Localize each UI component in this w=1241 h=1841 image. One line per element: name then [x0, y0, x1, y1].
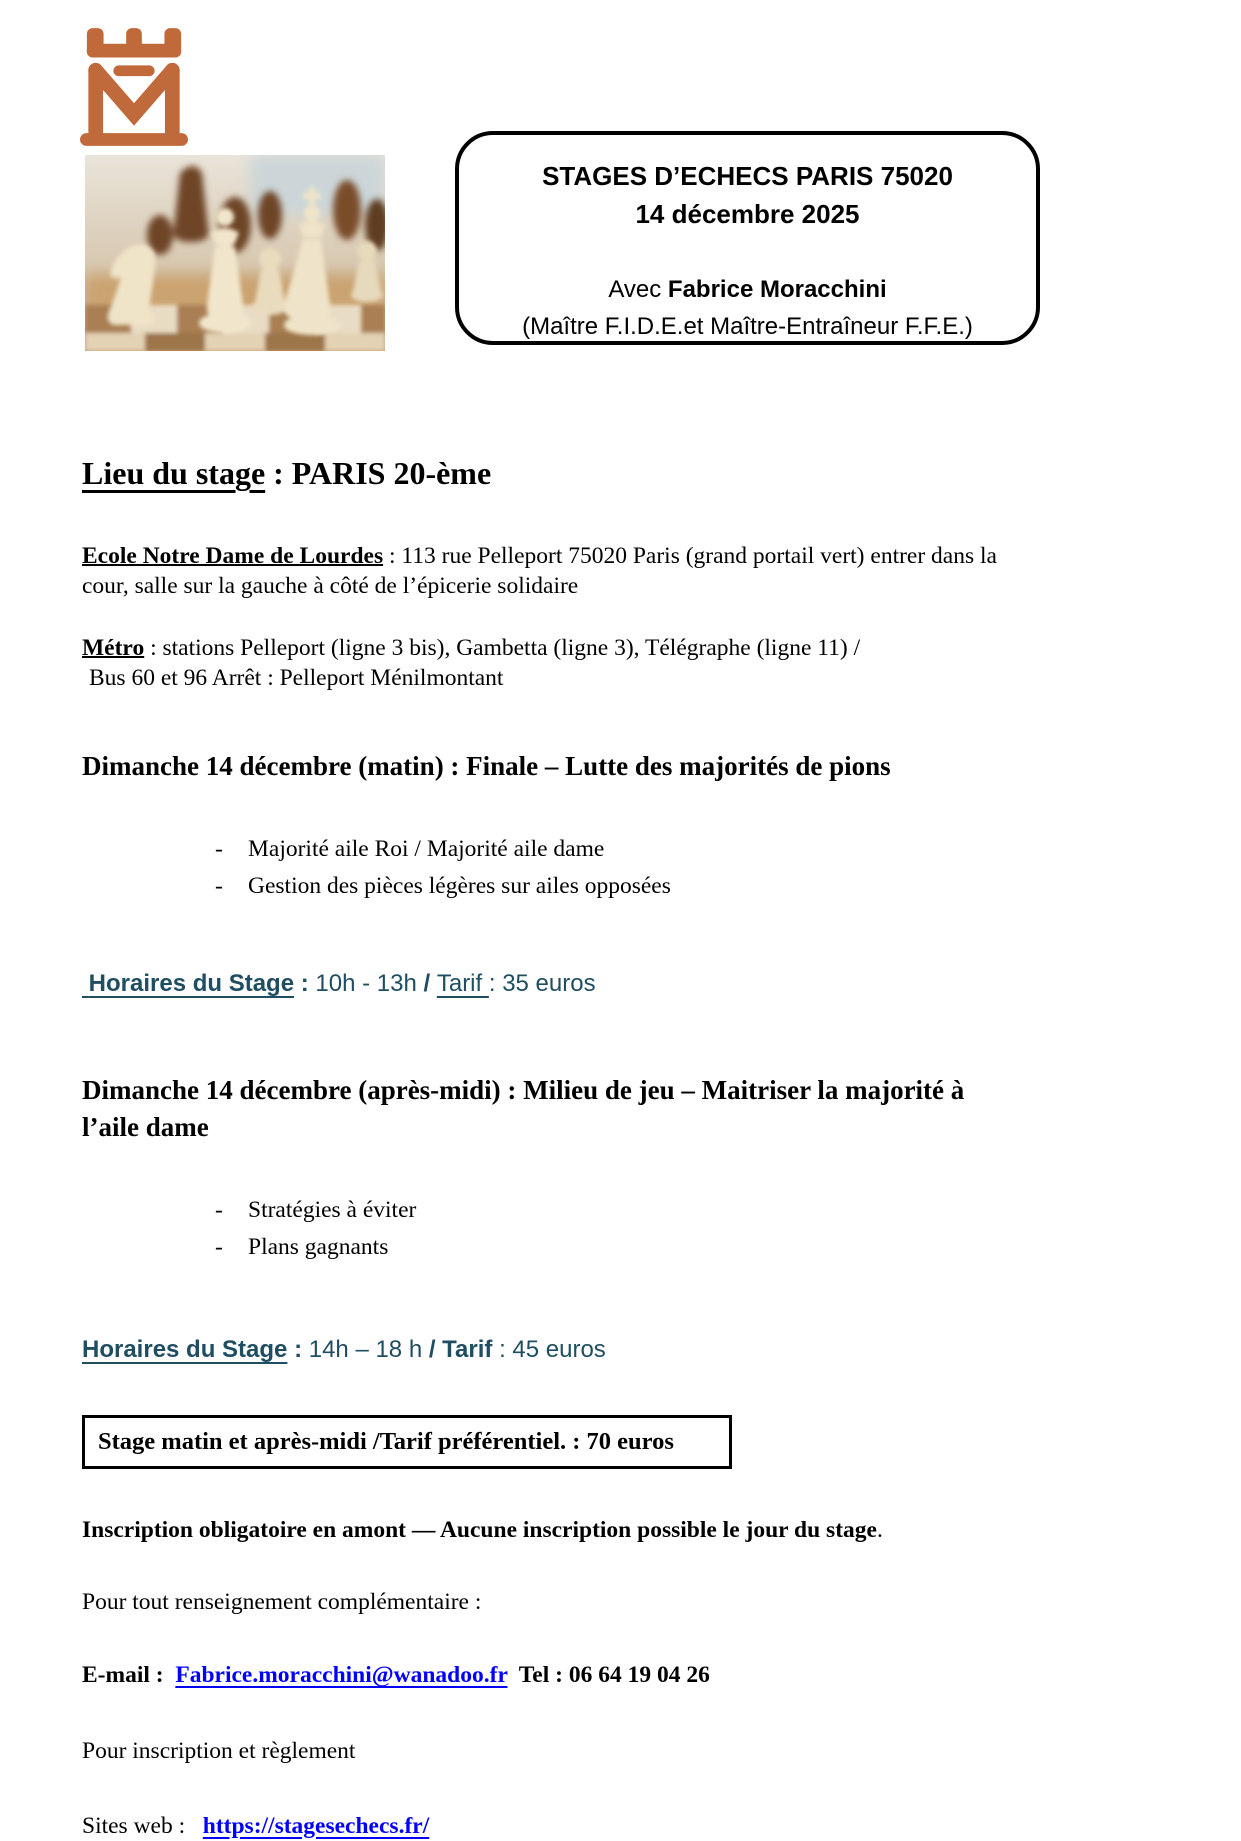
- afternoon-bullets: [82, 1192, 1181, 1266]
- bullet-text: Stratégies à éviter: [248, 1197, 416, 1223]
- preferential-price-box: Stage matin et après-midi /Tarif préférentiel. : 70 euros: [82, 1415, 732, 1469]
- school-paragraph: [82, 541, 1027, 602]
- morning-hours-line: [82, 968, 1181, 999]
- registration-notice-period: .: [877, 1517, 883, 1543]
- payment-line: Pour inscription et règlement: [82, 1736, 1181, 1767]
- info-line: Pour tout renseignement complémentaire :: [82, 1587, 1181, 1618]
- stage-date: 14 décembre 2025: [459, 195, 1036, 233]
- page-header: [0, 0, 1241, 370]
- afternoon-session-heading: Dimanche 14 décembre (après-midi) : Milieu de jeu – Maitriser la majorité à l’aile dame: [82, 1072, 997, 1145]
- bullet-text: Gestion des pièces légères sur ailes opposées: [248, 873, 671, 899]
- school-address: : 113 rue Pelleport 75020 Paris (grand portail vert) entrer dans la cour, salle sur la gauche à côté de l’épicerie solidaire: [82, 543, 997, 600]
- sites-line: [82, 1811, 1181, 1841]
- chess-pieces-photo: [85, 155, 385, 351]
- lead-space: [82, 970, 89, 997]
- coach-name: Fabrice Moracchini: [668, 276, 887, 303]
- metro-stations: : stations Pelleport (ligne 3 bis), Gambetta (ligne 3), Télégraphe (ligne 11) /: [144, 635, 860, 661]
- list-item: [215, 1229, 1181, 1266]
- email-link[interactable]: Fabrice.moracchini@wanadoo.fr: [175, 1662, 507, 1688]
- sites-label: Sites web :: [82, 1813, 203, 1839]
- bullet-dash: -: [215, 831, 248, 868]
- website-link[interactable]: https://stagesechecs.fr/: [203, 1813, 429, 1839]
- metro-paragraph: [82, 633, 1027, 694]
- list-item: [215, 1192, 1181, 1229]
- hours-colon: :: [287, 1336, 308, 1363]
- metro-line2: Bus 60 et 96 Arrêt : Pelleport Ménilmontant: [82, 663, 1027, 694]
- moracchini-logo-icon: [80, 22, 188, 150]
- coach-titles: (Maître F.I.D.E.et Maître-Entraîneur F.F.E.): [459, 308, 1036, 345]
- metro-line1: [82, 633, 1027, 664]
- email-line: [82, 1660, 1181, 1691]
- hours-colon: :: [294, 970, 315, 997]
- tarif-label: / Tarif: [429, 1336, 493, 1363]
- coach-prefix: Avec: [608, 276, 668, 303]
- document-body: [82, 453, 1181, 1841]
- bullet-dash: -: [215, 868, 248, 905]
- bullet-dash: -: [215, 1229, 248, 1266]
- hours-label: Horaires du Stage: [89, 970, 294, 997]
- hours-label: Horaires du Stage: [82, 1336, 287, 1363]
- email-label: E-mail :: [82, 1662, 175, 1688]
- tarif-label: Tarif: [437, 970, 489, 997]
- list-item: [215, 831, 1181, 868]
- hours-value: 14h – 18 h: [309, 1336, 429, 1363]
- stage-coach-line: [459, 271, 1036, 308]
- stage-title: STAGES D’ECHECS PARIS 75020: [459, 157, 1036, 195]
- list-item: [215, 868, 1181, 905]
- slash-sep: /: [424, 970, 437, 997]
- location-title-label: Lieu du stage: [82, 455, 265, 491]
- registration-notice-text: Inscription obligatoire en amont — Aucune inscription possible le jour du stage: [82, 1517, 877, 1543]
- hours-value: 10h - 13h: [315, 970, 423, 997]
- bullet-text: Majorité aile Roi / Majorité aile dame: [248, 836, 604, 862]
- school-label: Ecole Notre Dame de Lourdes: [82, 543, 383, 569]
- location-title: [82, 453, 1181, 495]
- location-title-sep: :: [265, 455, 292, 491]
- bullet-dash: -: [215, 1192, 248, 1229]
- morning-session-heading: Dimanche 14 décembre (matin) : Finale – Lutte des majorités de pions: [82, 748, 997, 784]
- registration-notice: [82, 1515, 1181, 1546]
- afternoon-hours-line: [82, 1334, 1181, 1365]
- tarif-value: : 35 euros: [489, 970, 596, 997]
- metro-label: Métro: [82, 635, 144, 661]
- morning-bullets: [82, 831, 1181, 905]
- phone-number: Tel : 06 64 19 04 26: [507, 1662, 709, 1688]
- location-title-value: PARIS 20-ème: [292, 455, 491, 491]
- tarif-value: : 45 euros: [492, 1336, 605, 1363]
- bullet-text: Plans gagnants: [248, 1234, 388, 1260]
- stage-info-box: [455, 131, 1040, 345]
